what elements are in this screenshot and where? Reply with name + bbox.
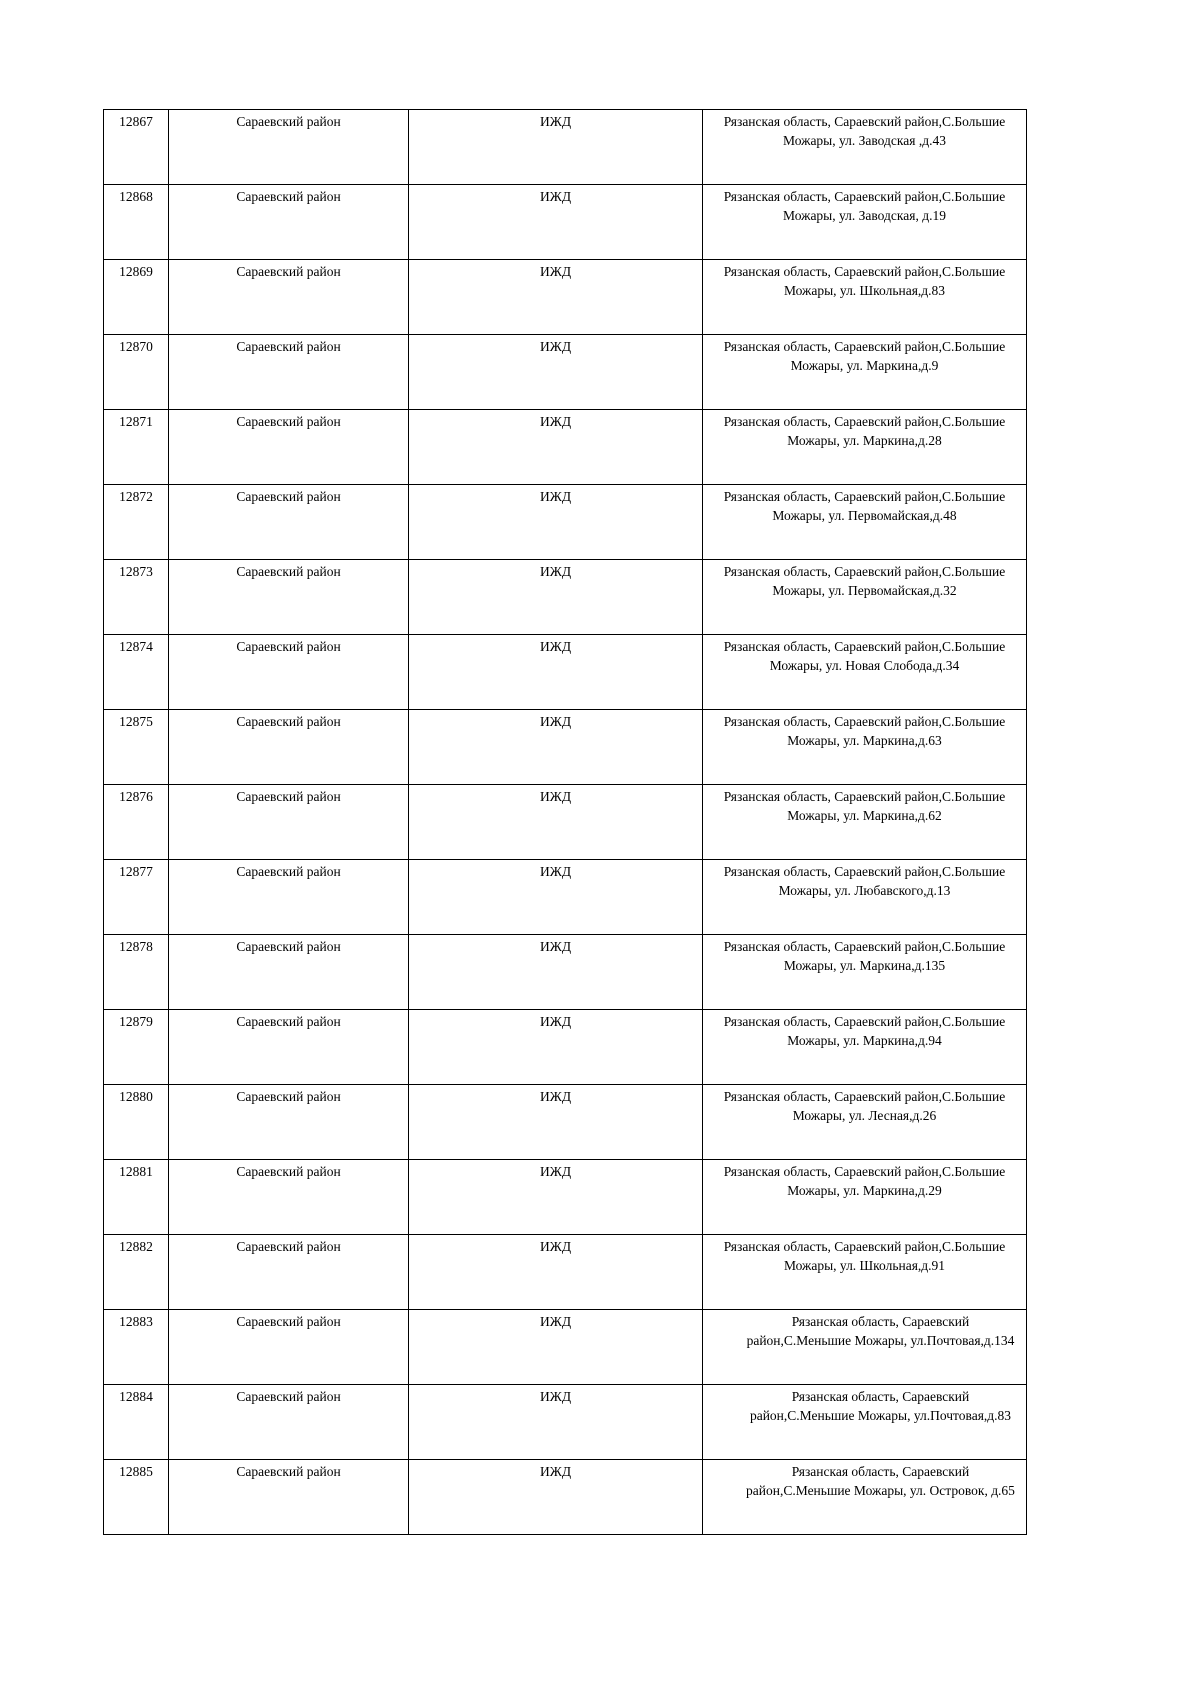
district-cell: Сараевский район [169,260,409,335]
object-type-cell: ИЖД [409,185,703,260]
object-type-cell: ИЖД [409,1460,703,1535]
row-number: 12875 [104,710,169,785]
table-row [104,785,1027,860]
address-cell: Рязанская область, Сараевский район,С.Меньшие Можары, ул.Почтовая,д.83 [703,1385,1027,1460]
district-cell: Сараевский район [169,1085,409,1160]
address-cell: Рязанская область, Сараевский район,С.Большие Можары, ул. Заводская, д.19 [703,185,1027,260]
table-row [104,635,1027,710]
row-number: 12870 [104,335,169,410]
row-number: 12877 [104,860,169,935]
row-number: 12881 [104,1160,169,1235]
district-cell: Сараевский район [169,785,409,860]
object-type-cell: ИЖД [409,1310,703,1385]
row-number: 12876 [104,785,169,860]
object-type-cell: ИЖД [409,110,703,185]
row-number: 12873 [104,560,169,635]
table-row [104,110,1027,185]
district-cell: Сараевский район [169,635,409,710]
object-type-cell: ИЖД [409,410,703,485]
address-cell: Рязанская область, Сараевский район,С.Большие Можары, ул. Маркина,д.94 [703,1010,1027,1085]
table-row [104,185,1027,260]
row-number: 12883 [104,1310,169,1385]
object-type-cell: ИЖД [409,260,703,335]
address-cell: Рязанская область, Сараевский район,С.Большие Можары, ул. Любавского,д.13 [703,860,1027,935]
row-number: 12869 [104,260,169,335]
district-cell: Сараевский район [169,1235,409,1310]
address-cell: Рязанская область, Сараевский район,С.Большие Можары, ул. Маркина,д.63 [703,710,1027,785]
address-cell: Рязанская область, Сараевский район,С.Большие Можары, ул. Лесная,д.26 [703,1085,1027,1160]
address-cell: Рязанская область, Сараевский район,С.Меньшие Можары, ул. Островок, д.65 [703,1460,1027,1535]
object-type-cell: ИЖД [409,1385,703,1460]
address-cell: Рязанская область, Сараевский район,С.Большие Можары, ул. Маркина,д.135 [703,935,1027,1010]
district-cell: Сараевский район [169,935,409,1010]
row-number: 12885 [104,1460,169,1535]
address-cell: Рязанская область, Сараевский район,С.Большие Можары, ул. Первомайская,д.48 [703,485,1027,560]
registry-table-body [104,110,1027,1535]
table-row [104,1160,1027,1235]
row-number: 12872 [104,485,169,560]
row-number: 12868 [104,185,169,260]
district-cell: Сараевский район [169,1160,409,1235]
table-row [104,1310,1027,1385]
address-cell: Рязанская область, Сараевский район,С.Большие Можары, ул. Маркина,д.62 [703,785,1027,860]
object-type-cell: ИЖД [409,1085,703,1160]
table-row [104,710,1027,785]
object-type-cell: ИЖД [409,1235,703,1310]
district-cell: Сараевский район [169,1385,409,1460]
district-cell: Сараевский район [169,335,409,410]
district-cell: Сараевский район [169,860,409,935]
row-number: 12879 [104,1010,169,1085]
object-type-cell: ИЖД [409,1160,703,1235]
address-cell: Рязанская область, Сараевский район,С.Большие Можары, ул. Маркина,д.29 [703,1160,1027,1235]
object-type-cell: ИЖД [409,710,703,785]
table-row [104,335,1027,410]
table-row [104,1385,1027,1460]
table-row [104,485,1027,560]
district-cell: Сараевский район [169,1010,409,1085]
row-number: 12882 [104,1235,169,1310]
row-number: 12867 [104,110,169,185]
district-cell: Сараевский район [169,1310,409,1385]
table-row [104,260,1027,335]
row-number: 12878 [104,935,169,1010]
table-row [104,410,1027,485]
district-cell: Сараевский район [169,110,409,185]
address-cell: Рязанская область, Сараевский район,С.Большие Можары, ул. Школьная,д.91 [703,1235,1027,1310]
object-type-cell: ИЖД [409,860,703,935]
table-row [104,1235,1027,1310]
row-number: 12874 [104,635,169,710]
address-cell: Рязанская область, Сараевский район,С.Большие Можары, ул. Маркина,д.9 [703,335,1027,410]
district-cell: Сараевский район [169,410,409,485]
object-type-cell: ИЖД [409,635,703,710]
row-number: 12871 [104,410,169,485]
table-row [104,860,1027,935]
object-type-cell: ИЖД [409,935,703,1010]
table-row [104,935,1027,1010]
table-row [104,1460,1027,1535]
table-row [104,1010,1027,1085]
object-type-cell: ИЖД [409,1010,703,1085]
table-row [104,1085,1027,1160]
row-number: 12880 [104,1085,169,1160]
district-cell: Сараевский район [169,560,409,635]
address-cell: Рязанская область, Сараевский район,С.Большие Можары, ул. Заводская ,д.43 [703,110,1027,185]
district-cell: Сараевский район [169,485,409,560]
address-cell: Рязанская область, Сараевский район,С.Большие Можары, ул. Первомайская,д.32 [703,560,1027,635]
address-cell: Рязанская область, Сараевский район,С.Меньшие Можары, ул.Почтовая,д.134 [703,1310,1027,1385]
object-type-cell: ИЖД [409,785,703,860]
object-type-cell: ИЖД [409,485,703,560]
registry-table [103,109,1027,1535]
object-type-cell: ИЖД [409,335,703,410]
address-cell: Рязанская область, Сараевский район,С.Большие Можары, ул. Маркина,д.28 [703,410,1027,485]
row-number: 12884 [104,1385,169,1460]
object-type-cell: ИЖД [409,560,703,635]
district-cell: Сараевский район [169,710,409,785]
district-cell: Сараевский район [169,1460,409,1535]
address-cell: Рязанская область, Сараевский район,С.Большие Можары, ул. Новая Слобода,д.34 [703,635,1027,710]
district-cell: Сараевский район [169,185,409,260]
address-cell: Рязанская область, Сараевский район,С.Большие Можары, ул. Школьная,д.83 [703,260,1027,335]
table-row [104,560,1027,635]
